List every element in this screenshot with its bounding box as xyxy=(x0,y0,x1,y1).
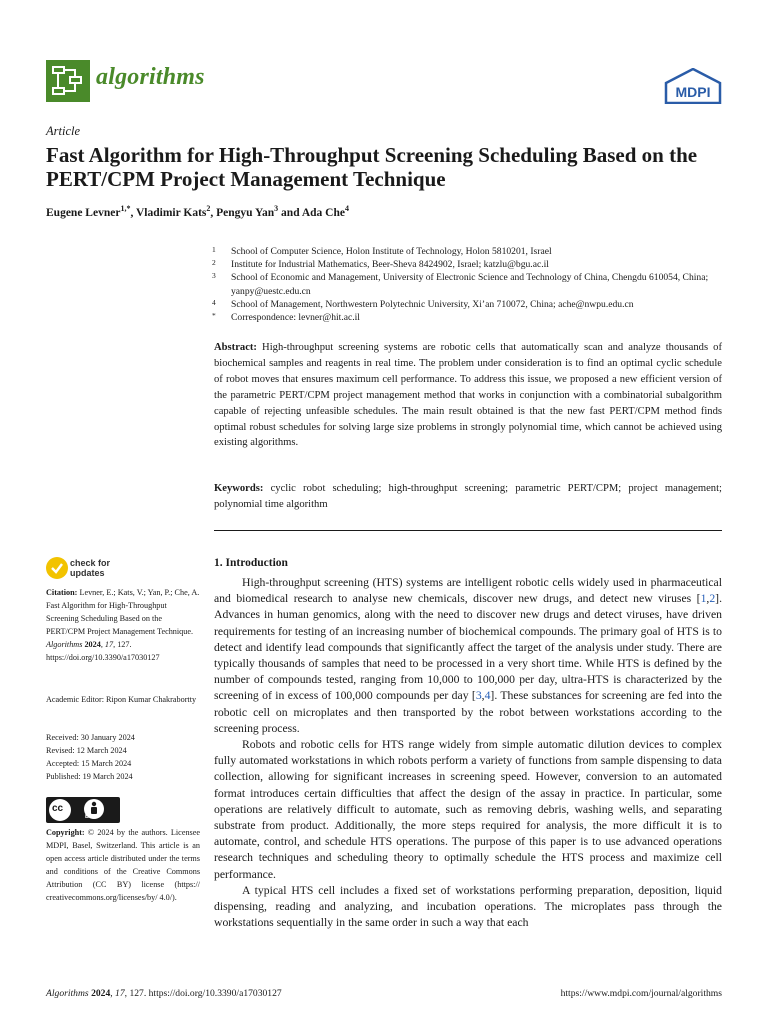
affiliation-mark: * xyxy=(212,311,216,321)
footer-journal: Algorithms xyxy=(46,988,89,999)
keywords xyxy=(214,481,722,513)
reference-link[interactable]: 2 xyxy=(709,592,716,606)
affiliation-mark: 4 xyxy=(212,297,216,307)
date-revised: Revised: 12 March 2024 xyxy=(46,746,127,755)
abstract-text: High-throughput screening systems are robotic cells that automatically scan and analyze thousands of biochemical samples and reagents in real time. The problem under consideration is to find an optimal cyclic schedule of robot moves that ensures maximum cell performance. To address this issue, we proposed a new efficient version of the parametric PERT/CPM project management method that works in conjunction with a combinatorial subalgorithm capable of rejecting unfeasible schedules. The main result obtained is that the new fast PERT/CPM method finds optimal robust schedules for solving large size problems in strongly polynomial time, which cannot be achieved using existing algorithms. xyxy=(214,342,722,449)
author-affiliation-mark: 4 xyxy=(344,204,349,213)
keywords-label: Keywords: xyxy=(214,483,264,494)
paragraph-text: ]. These substances for screening are fed into the robotic cell on microplates and then transported by the robot between workstations according to the screening process. xyxy=(214,689,722,735)
affiliation-list xyxy=(212,245,722,324)
copyright-text: © 2024 by the authors. Licensee MDPI, Basel, Switzerland. This article is an open access article distributed under the terms and conditions of the Creative Commons Attribution (CC BY) license (https:// creativecommons.org/licenses/by/ 4.0/). xyxy=(46,828,200,902)
cc-icon-text: cc xyxy=(52,803,64,814)
citation-label: Citation: xyxy=(46,588,78,597)
introduction-body xyxy=(214,575,722,931)
affiliation-text: School of Economic and Management, University of Electronic Science and Technology of China, Chengdu 610054, China; yanpy@uestc.edu.cn xyxy=(231,272,709,297)
paragraph: Robots and robotic cells for HTS range widely from simple automatic dilution devices to complex fully automated workstations in which robots perform a variety of functions from sample dispensing to data collection, allowing for significant increases in screening speed. However, conversion to an automated format introduces certain difficulties that affect the design of the assay in practice. In particular, some operations are relatively difficult to automate, such as removing debris, washing wells, and separating substrate from product. Additionally, the more steps required for analysis, the more difficult it is to automate, control, and schedule HTS operations. The purpose of this paper is to use advanced operations research techniques and scheduling theory to optimally schedule the HTS process and maximize cell performance. xyxy=(214,738,722,881)
paragraph-text: High-throughput screening (HTS) systems are intelligent robotic cells widely used in pharmaceutical and biomedical research to analyse new chemicals, discover new drugs, and detect new viruses [ xyxy=(214,576,722,606)
citation-volume: 17 xyxy=(104,640,114,649)
abstract-label: Abstract: xyxy=(214,342,257,353)
affiliation-text: Institute for Industrial Mathematics, Beer-Sheva 8424902, Israel; katzlu@bgu.ac.il xyxy=(231,259,549,271)
affiliation-mark: 1 xyxy=(212,245,216,254)
academic-editor: Academic Editor: Ripon Kumar Chakrabortty xyxy=(46,695,197,704)
paragraph: High-throughput screening (HTS) systems are intelligent robotic cells widely used in pharmaceutical and biomedical research to analyse new chemicals, discover new drugs, and detect new viruses [1,2]. Advances in human genomics, along with the need to discover new drugs and detect viruses, have driven requirements for testing of an increasing number of biochemical compounds. The primary goal of HTS is to detect and identify lead compounds that significantly affect the target of the analysis under study. There are typically thousands of samples that need to be processed in a very short time. While HTS is defined by the number of compounds tested, ranging from 10,000 to 100,000 per day, ultra-HTS is characterized by the screening of in excess of 100,000 compounds per day [3,4]. These substances for screening are fed into the robotic cell on microplates and then transported by the robot between workstations according to the screening process. xyxy=(214,576,722,735)
author-separator: and xyxy=(278,206,302,219)
mdpi-logo-text: MDPI xyxy=(675,84,711,100)
check-for-updates-line2: updates xyxy=(70,568,105,578)
journal-name: algorithms xyxy=(96,64,205,90)
reference-link[interactable]: 1 xyxy=(700,592,707,606)
date-accepted: Accepted: 15 March 2024 xyxy=(46,759,132,768)
author-affiliation-mark: 3 xyxy=(274,204,279,213)
author-name: Ada Che xyxy=(301,206,345,219)
journal-logo xyxy=(46,60,90,102)
affiliation-mark: 2 xyxy=(212,258,216,268)
affiliation-item xyxy=(212,258,722,271)
reference-link[interactable]: 4 xyxy=(484,689,491,703)
date-published: Published: 19 March 2024 xyxy=(46,772,133,781)
date-received: Received: 30 January 2024 xyxy=(46,733,135,742)
author-separator: , xyxy=(210,206,217,219)
section-heading: 1. Introduction xyxy=(214,557,288,569)
author-affiliation-mark: 2 xyxy=(206,204,211,213)
keywords-text: cyclic robot scheduling; high-throughput screening; parametric PERT/CPM; project management; polynomial time algorithm xyxy=(214,483,722,510)
date-list xyxy=(46,731,200,783)
footer-volume: 17 xyxy=(115,988,125,999)
affiliation-item xyxy=(212,298,722,311)
by-label: BY xyxy=(85,814,93,820)
abstract xyxy=(214,340,722,451)
flowchart-icon xyxy=(46,60,90,102)
affiliation-text: Correspondence: levner@hit.ac.il xyxy=(231,312,360,324)
section-divider xyxy=(214,530,722,531)
check-for-updates-button[interactable] xyxy=(46,557,156,581)
affiliation-mark: 3 xyxy=(212,271,216,281)
creative-commons-icon xyxy=(49,799,71,821)
paragraph: A typical HTS cell includes a fixed set of workstations performing preparation, deposition, liquid dispensing, reading and analyzing, and incubation operations. The microplates pass through the workstations sequentially in the same order in such a way that each xyxy=(214,883,722,930)
footer-journal-link[interactable]: https://www.mdpi.com/journal/algorithms xyxy=(560,988,722,999)
citation-block: Citation: Levner, E.; Kats, V.; Yan, P.; Che, A. Fast Algorithm for High-Throughput Screening Scheduling Based on the PERT/CPM Project Management Technique. Algorithms 2024, 17, 127. https://doi.org/10.3390/a17030127 xyxy=(46,588,200,662)
author-list xyxy=(46,204,349,219)
affiliation-text: School of Computer Science, Holon Institute of Technology, Holon 5810201, Israel xyxy=(231,246,552,257)
checkmark-icon xyxy=(46,557,68,579)
citation-doi: , 127. https://doi.org/10.3390/a17030127 xyxy=(46,640,160,662)
author-affiliation-mark: 1,* xyxy=(120,204,131,213)
affiliation-item xyxy=(212,245,722,258)
article-title: Fast Algorithm for High-Throughput Screening Scheduling Based on the PERT/CPM Project Management Technique xyxy=(46,143,698,191)
copyright-notice xyxy=(46,826,200,904)
check-for-updates-line1: check for xyxy=(70,558,111,568)
author-name: Vladimir Kats xyxy=(135,206,207,219)
affiliation-text: School of Management, Northwestern Polytechnic University, Xi’an 710072, China; ache@nwpu.edu.cn xyxy=(231,298,634,310)
citation-year: 2024 xyxy=(84,640,101,649)
mdpi-logo xyxy=(664,68,722,104)
author-separator: , xyxy=(130,206,136,219)
citation-text: Levner, E.; Kats, V.; Yan, P.; Che, A. Fast Algorithm for High-Throughput Screening Scheduling Based on the PERT/CPM Project Management Technique. xyxy=(46,588,200,636)
copyright-label: Copyright: xyxy=(46,828,85,837)
author-name: Eugene Levner xyxy=(46,206,121,219)
author-name: Pengyu Yan xyxy=(216,206,275,219)
reference-link[interactable]: 3 xyxy=(475,689,482,703)
footer-year: 2024 xyxy=(91,988,111,999)
footer-citation: Algorithms 2024, 17, 127. https://doi.org/10.3390/a17030127 xyxy=(46,988,282,999)
check-for-updates-label xyxy=(70,558,110,578)
citation-journal: Algorithms xyxy=(46,640,83,649)
article-type: Article xyxy=(46,124,81,138)
cc-by-license-badge[interactable] xyxy=(46,797,120,823)
affiliation-item xyxy=(212,271,722,297)
affiliation-item xyxy=(212,311,722,324)
paragraph-text: ]. Advances in human genomics, along with the need to discover new drugs and detect viruses, have driven requirements for testing of an increasing number of biochemical compounds. The primary goal of HTS is to detect and identify lead compounds that significantly affect the target of the analysis under study. There are typically thousands of samples that need to be processed in a very short time. While HTS is defined by the number of compounds tested, ranging from 10,000 to 100,000 per day, ultra-HTS is characterized by the screening of in excess of 100,000 compounds per day [ xyxy=(214,592,722,703)
footer-doi: , 127. https://doi.org/10.3390/a17030127 xyxy=(124,988,282,999)
